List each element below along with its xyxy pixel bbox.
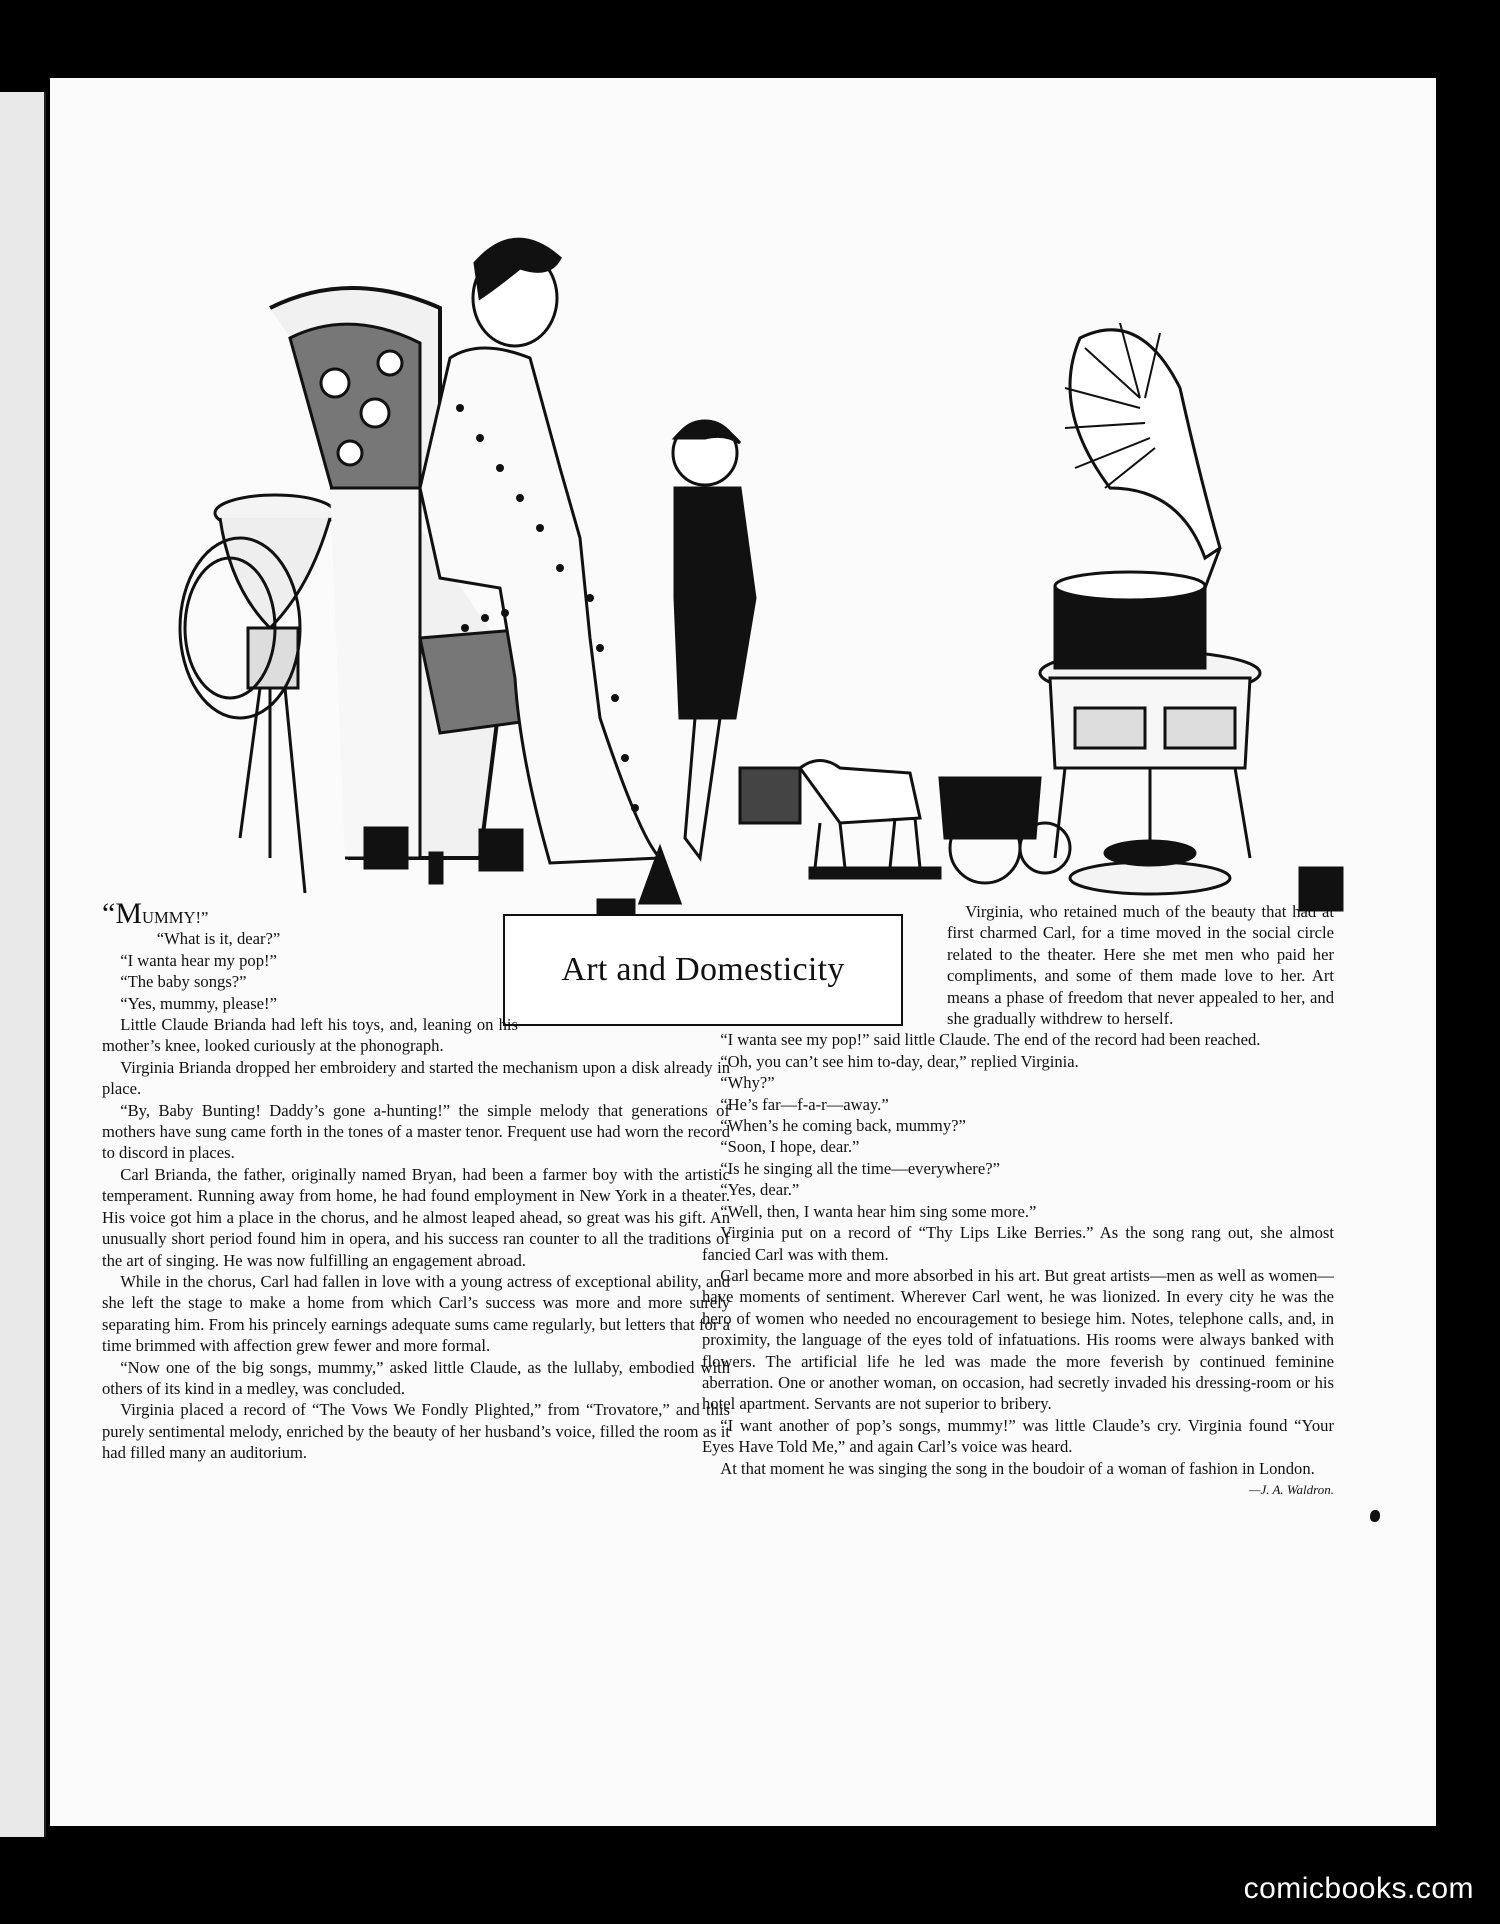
paragraph: Carl became more and more absorbed in his art. But great artists—men as well as women—have moments of sentiment. Wherever Carl went, he was lionized. In every city he was the hero of women who needed no encouragement to besiege him. Notes, telephone calls, and, in proximity, the language of the eyes told of infatuations. His rooms were always banked with flowers. The artificial life he led was made the more feverish by continued feminine aberration. One or another woman, on occasion, had secretly invaded his dressing-room or his hotel apartment. Servants are not superior to bribery. [702,1265,1334,1414]
paragraph [702,1458,1334,1497]
article-title: Art and Domesticity [561,951,845,988]
ink-smudge [1370,1510,1380,1522]
paragraph: Little Claude Brianda had left his toys, and, leaning on his mother’s knee, looked curiously at the phonograph. [102,1015,518,1056]
paragraph: Carl Brianda, the father, originally named Bryan, had been a farmer boy with the artistic temperament. Running away from home, he had found employment in New York in a theater. His voice got him a place in the chorus, and he almost leaped ahead, so great was his gift. An unusually short period found him in opera, and his success ran counter to all the traditions of the art of singing. He was now fulfilling an engagement abroad. [102,1164,730,1270]
paragraph [102,897,730,930]
paragraph: “I wanta hear my pop!” [120,950,277,970]
opening-text: UMMY!” [142,908,209,927]
paragraph: Virginia put on a record of “Thy Lips Like Berries.” As the song rang out, she almost fancied Carl was with them. [702,1223,1334,1264]
paragraph: “Oh, you can’t see him to-day, dear,” replied Virginia. [720,1051,1079,1071]
magazine-page [50,78,1436,1826]
paragraph: “Is he singing all the time—everywhere?” [720,1158,1000,1178]
paragraph: Virginia Brianda dropped her embroidery and started the mechanism upon a disk already in place. [102,1057,730,1099]
facing-page-edge [0,92,46,1837]
paragraph: “He’s far—f-a-r—away.” [720,1094,889,1114]
paragraph: While in the chorus, Carl had fallen in love with a young actress of exceptional ability, and she left the stage to make a home from which Carl’s success was more and more surely separating him. From his princely earnings adequate sums came regularly, but letters that for a time brimmed with affection grew fewer and more formal. [102,1271,730,1356]
text-column-left [102,897,730,1464]
paragraph: “Soon, I hope, dear.” [720,1137,860,1157]
paragraph: Virginia placed a record of “The Vows We Fondly Plighted,” from “Trovatore,” and this purely sentimental melody, enriched by the beauty of her husband’s voice, filled the room as it had filled many an auditorium. [102,1400,730,1463]
paragraph: “Why?” [720,1073,775,1093]
paragraph: “The baby songs?” [120,972,247,992]
paragraph: “Well, then, I wanta hear him sing some more.” [720,1201,1037,1221]
text-column-right [702,901,1334,1500]
paragraph: “Yes, mummy, please!” [120,993,277,1013]
paragraph: “Now one of the big songs, mummy,” asked little Claude, as the lullaby, embodied with others of its kind in a medley, was concluded. [102,1357,730,1398]
illustration-mother-child-phonograph [120,158,1370,938]
paragraph: “When’s he coming back, mummy?” [720,1116,966,1136]
paragraph: Virginia, who retained much of the beauty that had at first charmed Carl, for a time moved in the social circle related to the theater. Here she met men who paid her compliments, and some of them made love to her. Art means a phase of freedom that never appealed to her, and she gradually withdrew to herself. [947,902,1334,1029]
watermark: comicbooks.com [1243,1872,1474,1905]
closing-text: At that moment he was singing the song in the boudoir of a woman of fashion in London. [720,1458,1315,1478]
drop-cap: “M [102,897,142,930]
paragraph: “Yes, dear.” [720,1180,800,1200]
paragraph: “I want another of pop’s songs, mummy!” was little Claude’s cry. Virginia found “Your Eyes Have Told Me,” and again Carl’s voice was heard. [702,1415,1334,1457]
paragraph: “I wanta see my pop!” said little Claude. The end of the record had been reached. [720,1030,1261,1050]
byline: —J. A. Waldron. [1248,1481,1334,1497]
paragraph: “What is it, dear?” [156,929,281,949]
paragraph: “By, Baby Bunting! Daddy’s gone a-hunting!” the simple melody that generations of mothers have sung came forth in the tones of a master tenor. Frequent use had worn the record to discord in places. [102,1100,730,1163]
